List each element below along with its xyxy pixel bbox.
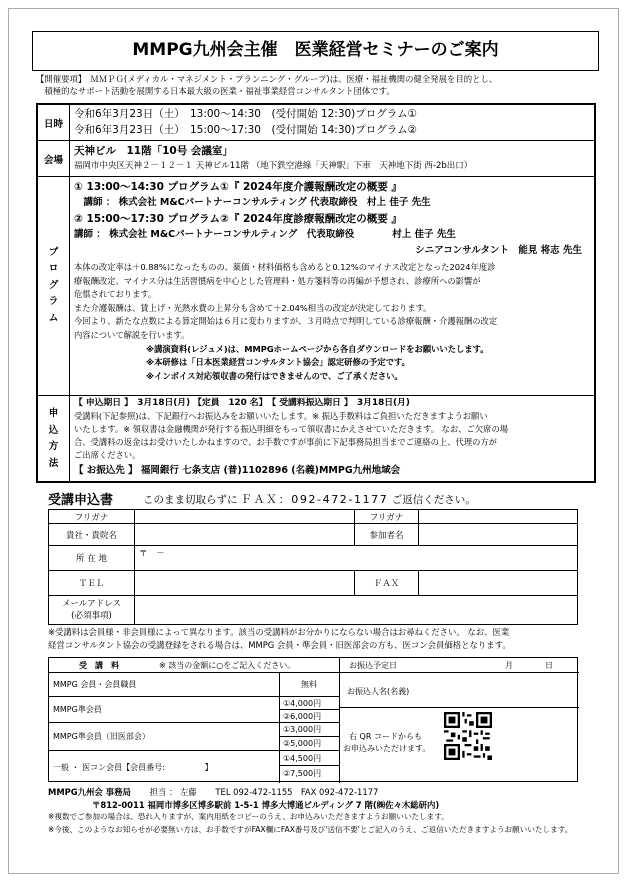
footer xyxy=(48,786,593,836)
fee-table xyxy=(48,657,578,782)
date-line-1: 令和6年3月23日（土） 13:00～14:30 (受付開始 12:30)プログラム① xyxy=(74,108,418,120)
venue-row xyxy=(38,141,594,177)
fax-label: ＦＡＸ xyxy=(355,571,419,595)
furigana-label: フリガナ xyxy=(49,510,135,523)
application-row xyxy=(38,396,594,482)
footer-office-line xyxy=(48,786,593,799)
furigana-row xyxy=(49,510,577,524)
fee-row-label: MMPG準会員 xyxy=(53,705,102,714)
contact-person: 担当 ： 左藤 xyxy=(149,787,197,797)
tel-field[interactable] xyxy=(135,571,355,595)
session-2-title: ② 15:00～17:30 プログラム②『 2024年度診療報酬改定の概要 』 xyxy=(74,213,402,225)
email-row xyxy=(49,596,577,624)
date-label: 日時 xyxy=(38,105,70,140)
participant-field[interactable] xyxy=(419,524,577,545)
email-label: メールアドレス (必須事項) xyxy=(49,596,135,624)
application-label: 申 込 方 法 xyxy=(38,396,70,482)
furigana-name-field[interactable] xyxy=(419,510,577,523)
fee-amount[interactable]: ②5,000円 xyxy=(283,739,322,748)
furigana-company-field[interactable] xyxy=(135,510,355,523)
tel-row xyxy=(49,571,577,596)
footer-note-1: ※複数でご参加の場合は、恐れ入りますが、案内用紙をコピーのうえ、お申込みいただきますようお願いいたします。 xyxy=(48,812,449,821)
intro-line: 【開催要項】 ＭＭＰＧ(メディカル・マネジメント・プランニング・グループ)は、医療・福祉機関の健全発展を目的とし、 xyxy=(36,74,498,84)
session-1-title: ① 13:00～14:30 プログラム①『 2024年度介護報酬改定の概要 』 xyxy=(74,181,402,193)
form-instruction: このまま切取らずに ＦＡＸ：092-472-1177 ご返信ください。 xyxy=(143,493,476,506)
qr-text-1: 右 QR コードからも xyxy=(349,732,422,741)
transfer-month: 月 xyxy=(505,661,513,670)
address-row xyxy=(49,546,577,571)
company-field[interactable] xyxy=(135,524,355,545)
intro-line: 積極的なサポート活動を展開する日本最大級の医業・福祉事業経営コンサルタント団体です。 xyxy=(36,86,395,96)
fee-header: 受 講 料 xyxy=(79,661,119,670)
fee-row-label: 一般 ・ 医コン会員【会員番号: 】 xyxy=(53,763,213,772)
fee-amount[interactable]: ①4,500円 xyxy=(283,754,322,763)
address-field[interactable] xyxy=(135,546,577,570)
furigana-label-2: フリガナ xyxy=(355,510,419,523)
tel-label: ＴＥＬ xyxy=(49,571,135,595)
address-label: 所 在 地 xyxy=(49,546,135,570)
company-row xyxy=(49,524,577,546)
fee-amount[interactable]: 無料 xyxy=(301,680,317,689)
fee-header-note: ※ 該当の金額に○をご記入ください。 xyxy=(159,661,296,670)
fax-number: ＦＡＸ：092-472-1177 xyxy=(240,493,389,506)
bank-info: 【 お振込先 】 福岡銀行 七条支店 (普)1102896 (名義)MMPG九州地域会 xyxy=(74,465,401,476)
form-title: 受講申込書 xyxy=(48,493,114,508)
session-1-speaker: 講師 ： 株式会社 M&Cパートナーコンサルティング 代表取締役 村上 佳子 先生 xyxy=(74,197,431,208)
application-deadline: 【 申込期日 】 3月18日(月) 【定員 120 名】 【 受講料振込期日 】 3月18日(月) xyxy=(74,398,410,408)
transferer-label: お振込人名(名義) xyxy=(347,687,410,696)
program-description: 本体の改定率は＋0.88%になったものの、薬価・材料価格も含めると0.12%のマイナス改定となった2024年度診 療報酬改定、マイナス分は生活習慣病を中心とした管理料・処方箋料等の再編が予想され、診療所への影響が 危惧されております。 また介護報酬は、賃上げ・光熱水費の上昇分も含めて＋2.04%相当の改定が決定しております。 今回より、新たな点数による算定開始は６月に変わりますが、３月時点で判明している診療報酬・介護報酬の改定 内容について解説を行います。 xyxy=(74,262,498,340)
session-2-speaker: 講師 ： 株式会社 M&Cパートナーコンサルティング 代表取締役 村上 佳子 先生 xyxy=(74,229,456,240)
venue-address: 福岡市中央区天神２－１２－１ 天神ビル11階 （地下鉄空港線「天神駅」下車 天神地下街 西-2b出口） xyxy=(74,161,473,171)
page-title: MMPG九州会主催 医業経営セミナーのご案内 xyxy=(32,31,599,71)
fee-amount[interactable]: ②6,000円 xyxy=(283,712,322,721)
fee-amount[interactable]: ①3,000円 xyxy=(283,725,322,734)
date-line-2: 令和6年3月23日（土） 15:00～17:30 (受付開始 14:30)プログラム② xyxy=(74,123,418,136)
postal-mark: 〒 － xyxy=(139,549,165,559)
program-label: プ ロ グ ラ ム xyxy=(38,177,70,395)
email-field[interactable] xyxy=(135,596,577,624)
program-notes: ※講演資料(レジュメ)は、MMPGホームページから各自ダウンロードをお願いいたします。 ※本研修は「日本医業経営コンサルタント協会」認定研修の予定です。 ※インボイス対応領収書の発行はできませんので、ご了承ください。 xyxy=(146,343,489,381)
venue-name: 天神ビル 11階「10号 会議室」 xyxy=(74,145,233,157)
participant-label: 参加者名 xyxy=(355,524,419,545)
application-instructions: 受講料(下記参照)は、下記銀行へお振込みをお願いいたします。※ 振込手数料はご負担いただきますようお願い いたします。※ 領収書は金融機関が発行する振込明細をもって領収書にかえさせていただきます。 なお、ご欠席の場 合、受講料の返金はお受けいたしかねますので、お手数ですが事前に下記事務局担当までご連絡の上、代理の方が ご出席ください。 xyxy=(74,411,509,460)
fee-amount[interactable]: ②7,500円 xyxy=(283,769,322,778)
date-row xyxy=(38,105,594,141)
session-2-speaker-2: シニアコンサルタント 能見 将志 先生 xyxy=(415,245,582,256)
seminar-info-box xyxy=(36,103,596,483)
qr-code-icon[interactable] xyxy=(444,712,492,760)
fee-note: ※受講料は会員様・非会員様によって異なります。該当の受講料がお分かりにならない場合はお尋ねください。 なお、医業 経営コンサルタント協会の受講登録をされる場合は、MMPG 会員・準会員・旧医部会の方も、医コン会員価格となります。 xyxy=(48,627,511,650)
venue-label: 会場 xyxy=(38,141,70,176)
office-address: 〒812-0011 福岡市博多区博多駅前 1-5-1 博多大博通ビルディング 7 階(㈱佐々木総研内) xyxy=(92,799,440,810)
application-form-table xyxy=(48,509,578,625)
transfer-day: 日 xyxy=(545,661,553,670)
fee-row-label: MMPG準会員（旧医部会） xyxy=(53,732,150,741)
company-label: 貴社・貴院名 xyxy=(49,524,135,545)
intro-text xyxy=(36,73,596,97)
qr-text-2: お申込みいただけます。 xyxy=(343,744,431,753)
fee-amount[interactable]: ①4,000円 xyxy=(283,699,322,708)
fee-row-label: MMPG 会員・会員職員 xyxy=(53,680,137,689)
footer-note-2: ※今後、このようなお知らせが必要無い方は、お手数ですがFAX欄にFAX番号及び'送信不要'とご記入のうえ、ご返信いただきますようお願いいたします。 xyxy=(48,824,573,834)
office-name: MMPG九州会 事務局 xyxy=(48,787,131,797)
program-row xyxy=(38,177,594,396)
fax-field[interactable] xyxy=(419,571,577,595)
office-phone: TEL 092-472-1155 FAX 092-472-1177 xyxy=(215,787,379,797)
transfer-date-label: お振込予定日 xyxy=(349,661,397,670)
